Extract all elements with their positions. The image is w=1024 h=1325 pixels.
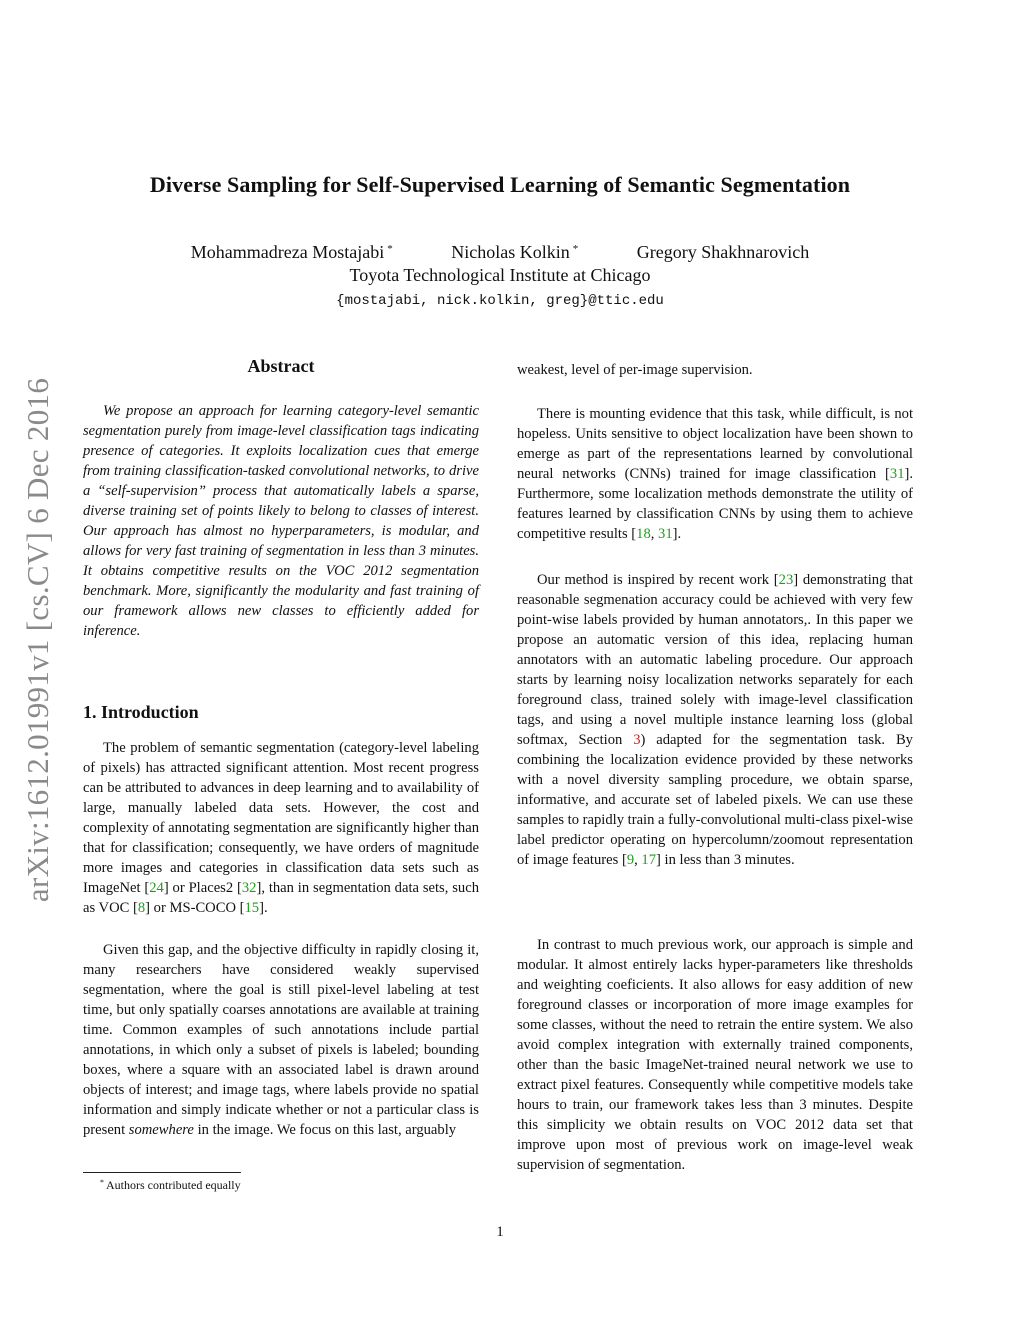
author-name: Mohammadreza Mostajabi	[190, 242, 385, 262]
citation-link[interactable]: 15	[244, 900, 260, 916]
page-number: 1	[496, 1224, 504, 1240]
text-run: Given this gap, and the objective difficulty in rapidly closing it, many researchers have considered weakly supervised segmentation, where the goal is still pixel-level labeling at test time, but only spatially coarses annotations are available at training time. Common examples of such annotations include partial annotations, in which only a subset of pixels is labeled; bounding boxes, where a square with an associated label is drawn around objects of interest; and image tags, where labels provide no spatial information and simply indicate whether or not a particular class is present	[83, 942, 479, 1138]
citation-link[interactable]: 9	[626, 852, 635, 868]
abstract-heading: Abstract	[247, 356, 315, 376]
affiliation: Toyota Technological Institute at Chicago	[349, 265, 651, 285]
paragraph-text: weakest, level of per-image supervision.	[517, 362, 753, 378]
citation-link[interactable]: 31	[889, 466, 905, 482]
emphasis: somewhere	[128, 1122, 194, 1138]
citation-link[interactable]: 18	[636, 526, 651, 542]
text-run: ] in less than 3 minutes.	[656, 852, 795, 868]
citation-link[interactable]: 23	[778, 572, 794, 588]
text-run: ,	[634, 852, 642, 868]
intro-paragraph-1	[83, 738, 479, 918]
citation-link[interactable]: 8	[137, 900, 146, 916]
footnote-text: Authors contributed equally	[106, 1178, 241, 1192]
section-heading-introduction: 1. Introduction	[83, 702, 199, 722]
text-run: ) adapted for the segmentation task. By combining the localization evidence provided by these networks with a novel diversity sampling procedure, we obtain sparse, informative, and accurate set of labeled pixels. We can use these samples to rapidly train a fully-convolutional multi-class pixel-wise label predictor operating on hypercolumn/zoomout representation of image features [	[517, 732, 913, 868]
text-run: ] demonstrating that reasonable segmenation accuracy could be achieved with very few point-wise labels provided by human annotators,. In this paper we propose an automatic version of this idea, replacing human annotators with an automatic labeling procedure. Our approach starts by learning noisy localization networks separately for each foreground class, trained solely with image-level classification tags, and using a novel multiple instance learning loss (global softmax, Section	[517, 572, 913, 748]
paragraph-text: In contrast to much previous work, our approach is simple and modular. It almost entirely lacks hyper-parameters like thresholds and weighting coeficients. It also allows for easy addition of new foreground classes or incorporation of more image examples for some classes, without the need to retrain the entire system. We also avoid complex integration with externally trained components, other than the basic ImageNet-trained neural network we use to extract pixel features. Consequently while competitive models take hours to train, our framework takes less than 3 minutes. Despite this simplicity we obtain results on VOC 2012 data set that improve upon most of previous work on image-level weak supervision of segmentation.	[517, 937, 913, 1173]
text-run: ].	[672, 526, 682, 542]
text-run: ] or Places2 [	[163, 880, 242, 896]
footnote-divider	[83, 1172, 241, 1173]
author-list	[0, 242, 1000, 263]
author-mark: *	[387, 243, 393, 255]
text-run: There is mounting evidence that this task, while difficult, is not hopeless. Units sensitive to object localization have been shown to emerge as part of the representations learned by convolutional neural networks (CNNs) trained for image classification [	[517, 406, 913, 482]
abstract-body	[83, 401, 479, 641]
author-emails: {mostajabi, nick.kolkin, greg}@ttic.edu	[336, 293, 664, 309]
citation-link[interactable]: 17	[641, 852, 656, 868]
author-3	[637, 242, 809, 263]
paper-title: Diverse Sampling for Self-Supervised Learning of Semantic Segmentation	[149, 172, 851, 197]
citation-link[interactable]: 31	[658, 526, 673, 542]
citation-link[interactable]: 24	[149, 880, 164, 896]
abstract-paragraph: We propose an approach for learning category-level semantic segmentation purely from image-level classification tags indicating presence of categories. It exploits localization cues that emerge from training classification-tasked convolutional networks, to drive a “self-supervision” process that automatically labels a sparse, diverse training set of points likely to belong to classes of interest. Our approach has almost no hyperparameters, is modular, and allows for very fast training of segmentation in less than 3 minutes. It obtains competitive results on the VOC 2012 segmentation benchmark. More, significantly the modularity and fast training of our framework allows new classes to efficiently added for inference.	[83, 403, 479, 639]
author-1	[191, 242, 393, 263]
intro-paragraph-continued	[517, 360, 913, 380]
citation-link[interactable]: 32	[241, 880, 257, 896]
paragraph-text	[517, 404, 913, 544]
intro-paragraph-5	[517, 935, 913, 1175]
paragraph-text	[517, 570, 913, 870]
author-name: Nicholas Kolkin	[451, 242, 570, 262]
author-name: Gregory Shakhnarovich	[636, 242, 810, 262]
text-run: ].	[259, 900, 268, 916]
footnote	[100, 1178, 241, 1193]
intro-paragraph-3	[517, 404, 913, 544]
intro-paragraph-4	[517, 570, 913, 870]
text-run: in the image. We focus on this last, arguably	[193, 1122, 457, 1138]
text-run: ], than in segmentation data sets, such as VOC [	[83, 880, 479, 916]
paragraph-text	[83, 940, 479, 1140]
intro-paragraph-2	[83, 940, 479, 1140]
section-ref-link[interactable]: 3	[633, 732, 641, 748]
text-run: ,	[650, 526, 659, 542]
text-run: ] or MS-COCO [	[145, 900, 245, 916]
text-run: The problem of semantic segmentation (category-level labeling of pixels) has attracted significant attention. Most recent progress can be attributed to advances in deep learning and to availability of large, manually labeled data sets. However, the cost and complexity of annotating segmentation are significantly higher than that for classification; consequently, we have orders of magnitude more images and categories in classification data sets such as ImageNet [	[83, 740, 479, 896]
arxiv-watermark: arXiv:1612.01991v1 [cs.CV] 6 Dec 2016	[20, 377, 55, 903]
paragraph-text	[83, 738, 479, 918]
author-2	[451, 242, 578, 263]
text-run: Our method is inspired by recent work [	[537, 572, 779, 588]
text-run: ]. Furthermore, some localization methods demonstrate the utility of features learned by classification CNNs by using them to achieve competitive results [	[517, 466, 913, 542]
footnote-mark: *	[100, 1178, 104, 1187]
author-mark: *	[572, 243, 579, 255]
